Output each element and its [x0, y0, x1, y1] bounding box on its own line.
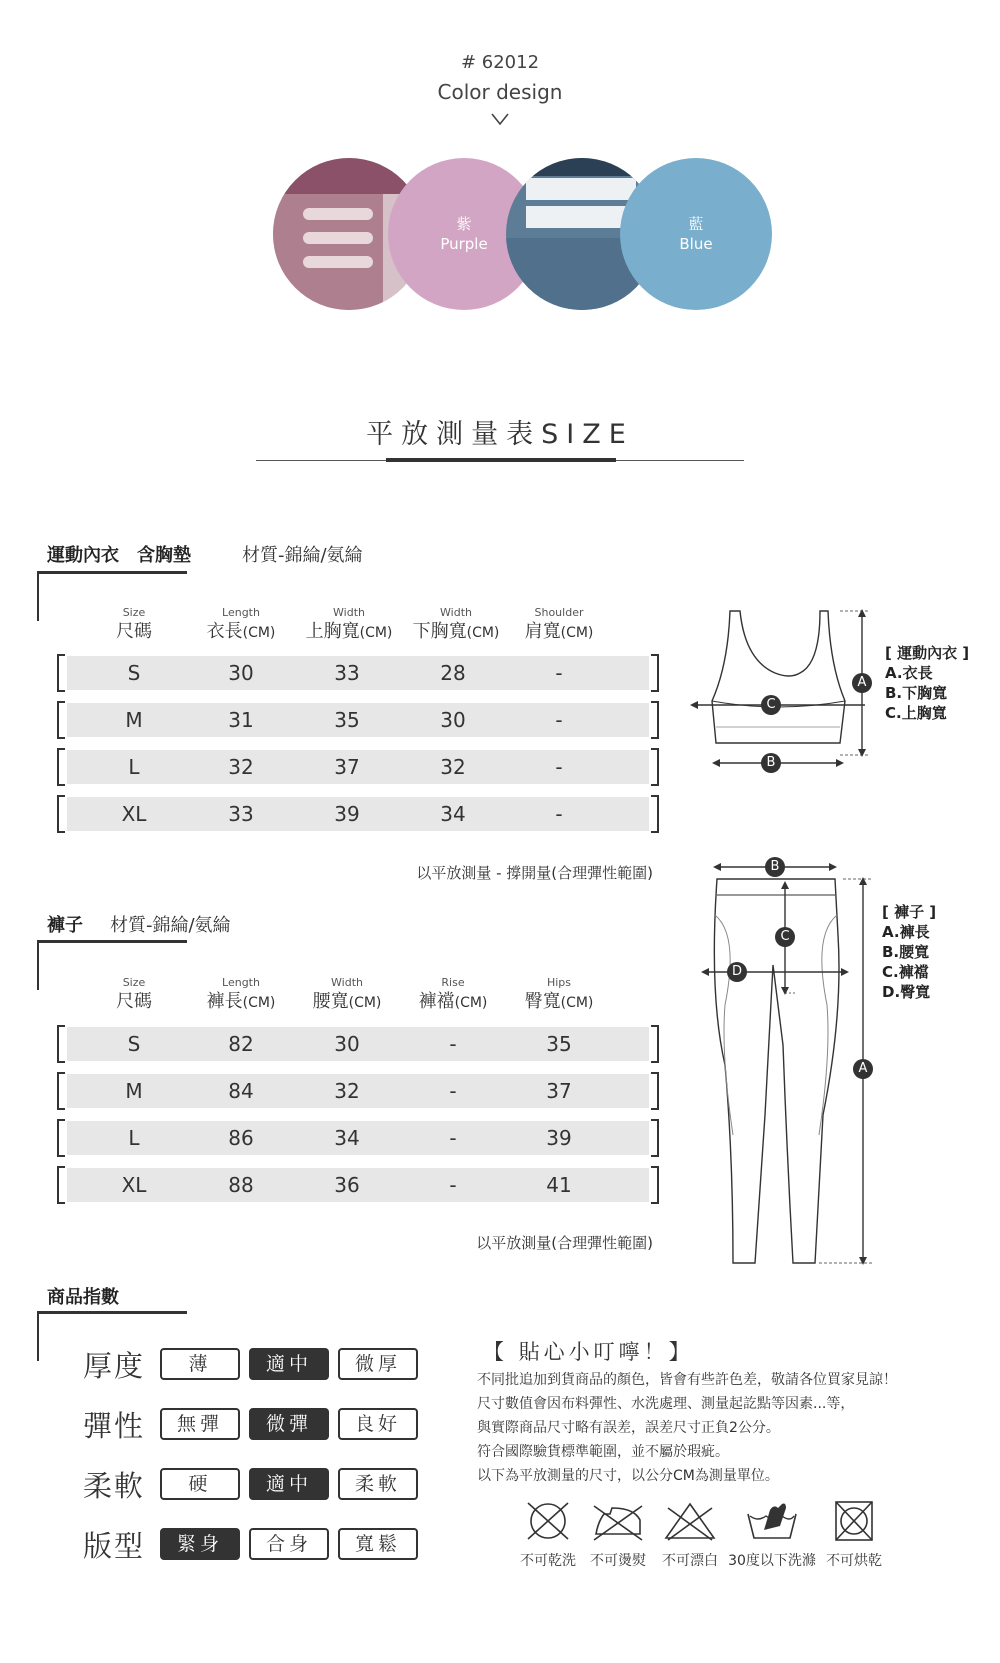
chevron-down-icon: [490, 112, 510, 126]
purple-en-label: Purple: [440, 235, 488, 253]
hand-wash-30-icon: [744, 1500, 800, 1542]
pants-marker-d: D: [727, 962, 747, 982]
color-design-label: Color design: [437, 80, 563, 104]
style-number: # 62012: [460, 52, 540, 73]
pants-material: 材質-錦綸/氨綸: [110, 915, 231, 936]
pants-measurement-note: 以平放測量(合理彈性範圍): [476, 1234, 653, 1252]
no-bleach-icon: [662, 1500, 718, 1542]
index-section-title: 商品指數: [47, 1287, 119, 1308]
index-option: 寬鬆: [338, 1528, 418, 1560]
bra-material: 材質-錦綸/氨綸: [242, 545, 363, 566]
title-underline-accent: [386, 458, 616, 462]
index-label-softness: 柔軟: [83, 1469, 146, 1503]
care-note-line: 以下為平放測量的尺寸，以公分CM為測量單位。: [477, 1468, 779, 1484]
index-option: 無彈: [160, 1408, 240, 1440]
pants-marker-c: C: [775, 927, 795, 947]
care-label-no-iron: 不可燙熨: [590, 1553, 646, 1569]
index-option: 合身: [249, 1528, 329, 1560]
pants-section-bracket-side: [37, 940, 39, 990]
index-label-elasticity: 彈性: [83, 1409, 146, 1443]
index-option: 薄: [160, 1348, 240, 1380]
bra-section-title: 運動內衣 含胸墊: [47, 545, 191, 566]
care-note-line: 與實際商品尺寸略有誤差，誤差尺寸正負2公分。: [477, 1420, 780, 1436]
blue-swatch[interactable]: [620, 158, 772, 310]
no-iron-icon: [590, 1500, 646, 1542]
bra-measurement-note: 以平放測量 - 撐開量(合理彈性範圍): [416, 864, 653, 882]
bra-diagram: [690, 605, 880, 780]
purple-zh-label: 紫: [456, 215, 472, 233]
pants-diagram: [695, 855, 880, 1270]
index-option: 良好: [338, 1408, 418, 1440]
care-label-no-bleach: 不可漂白: [662, 1553, 718, 1569]
pants-col-rise: Rise 褲襠(CM): [418, 976, 488, 1012]
care-label-no-dry-clean: 不可乾洗: [520, 1553, 576, 1569]
pants-section-bracket-top: [37, 940, 187, 943]
care-label-no-tumble-dry: 不可烘乾: [826, 1553, 882, 1569]
bra-col-shoulder: Shoulder 肩寬(CM): [524, 606, 594, 642]
pants-col-waist: Width 腰寬(CM): [312, 976, 382, 1012]
size-chart-title: 平放測量表SIZE: [366, 419, 634, 450]
index-option-selected: 緊身: [160, 1528, 240, 1560]
bra-section-bracket-side: [37, 571, 39, 621]
pants-legend: [ 褲子 ] A.褲長 B.腰寬 C.褲襠 D.臀寬: [882, 903, 937, 1001]
table-row: XL 33 39 34 -: [57, 795, 659, 833]
index-option-selected: 適中: [249, 1348, 329, 1380]
bra-marker-b: B: [761, 753, 781, 773]
pants-col-hips: Hips 臀寬(CM): [524, 976, 594, 1012]
care-label-hand-wash: 30度以下洗滌: [728, 1553, 816, 1569]
care-notes-body: [477, 1368, 957, 1488]
bra-marker-a: A: [852, 673, 872, 693]
blue-zh-label: 藍: [688, 215, 704, 233]
index-option: 硬: [160, 1468, 240, 1500]
table-row: S 30 33 28 -: [57, 654, 659, 692]
index-section-bracket-side: [37, 1311, 39, 1361]
care-note-line: 尺寸數值會因布料彈性、水洗處理、測量起訖點等因素...等，: [477, 1396, 855, 1412]
pants-marker-b: B: [765, 857, 785, 877]
blue-en-label: Blue: [679, 235, 713, 253]
table-row: M 31 35 30 -: [57, 701, 659, 739]
bra-col-size: Size 尺碼: [116, 606, 152, 642]
table-row: M 84 32 - 37: [57, 1072, 659, 1110]
index-label-thickness: 厚度: [83, 1349, 146, 1383]
care-note-line: 不同批追加到貨商品的顏色，皆會有些許色差，敬請各位買家見諒！: [477, 1372, 897, 1388]
index-label-fit: 版型: [83, 1529, 146, 1563]
index-option: 微厚: [338, 1348, 418, 1380]
table-row: XL 88 36 - 41: [57, 1166, 659, 1204]
care-note-line: 符合國際驗貨標準範圍，並不屬於瑕疵。: [477, 1444, 729, 1460]
care-notes-title: 【 貼心小叮嚀！】: [483, 1340, 694, 1364]
no-dry-clean-icon: [520, 1500, 576, 1542]
bra-col-lower-chest: Width 下胸寬(CM): [412, 606, 500, 642]
bra-col-upper-chest: Width 上胸寬(CM): [305, 606, 393, 642]
index-option-selected: 適中: [249, 1468, 329, 1500]
index-section-bracket-top: [37, 1311, 187, 1314]
pants-marker-a: A: [853, 1059, 873, 1079]
no-tumble-dry-icon: [826, 1500, 882, 1542]
bra-marker-c: C: [761, 695, 781, 715]
bra-legend: [ 運動內衣 ] A.衣長 B.下胸寬 C.上胸寬: [885, 644, 970, 722]
table-row: L 86 34 - 39: [57, 1119, 659, 1157]
table-row: L 32 37 32 -: [57, 748, 659, 786]
bra-section-bracket-top: [37, 571, 187, 574]
bra-col-length: Length 衣長(CM): [206, 606, 276, 642]
pants-col-size: Size 尺碼: [116, 976, 152, 1012]
pants-col-length: Length 褲長(CM): [206, 976, 276, 1012]
index-option-selected: 微彈: [249, 1408, 329, 1440]
table-row: S 82 30 - 35: [57, 1025, 659, 1063]
pants-section-title: 褲子: [47, 915, 83, 936]
index-option: 柔軟: [338, 1468, 418, 1500]
